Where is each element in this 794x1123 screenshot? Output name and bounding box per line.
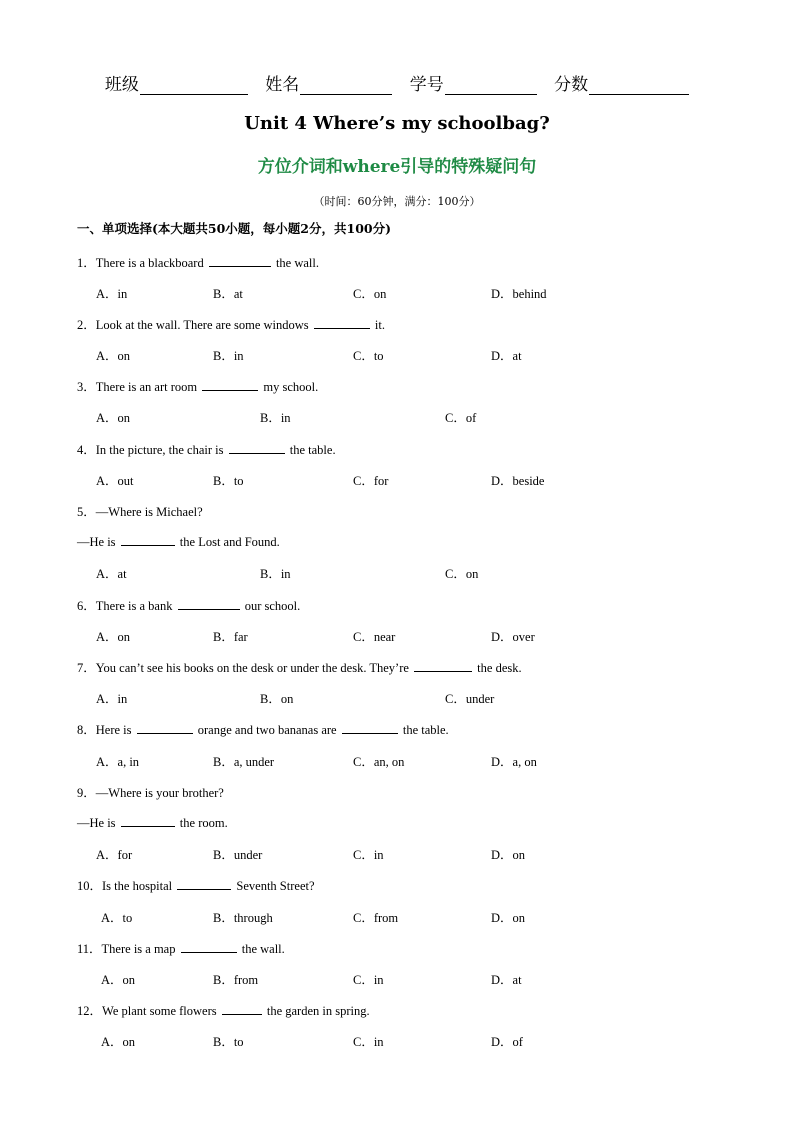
- class-field: 班级: [105, 75, 248, 95]
- option-a[interactable]: A．on: [96, 411, 131, 425]
- student-id-field: 学号: [410, 75, 537, 95]
- time-score-info: （时间：60分钟，满分：100分）: [313, 195, 481, 208]
- question-text: the Lost and Found.: [176, 535, 280, 549]
- score-field: 分数: [554, 75, 689, 95]
- answer-blank[interactable]: [414, 659, 472, 672]
- question-number: 7．: [77, 661, 96, 675]
- student-info-line: [0, 70, 794, 95]
- option-b[interactable]: B．far: [213, 630, 248, 644]
- question-text: There is an art room: [95, 380, 201, 394]
- option-d[interactable]: D．at: [491, 349, 522, 363]
- question-text: —He is: [77, 535, 119, 549]
- answer-blank[interactable]: [314, 316, 370, 329]
- answer-blank[interactable]: [342, 721, 398, 734]
- option-d[interactable]: D．beside: [491, 474, 545, 488]
- question-4: [77, 440, 336, 458]
- question-12: [77, 1001, 370, 1019]
- option-b[interactable]: B．a, under: [213, 755, 275, 769]
- question-text: Here is: [95, 723, 135, 737]
- question-text: the wall.: [238, 942, 285, 956]
- answer-blank[interactable]: [178, 597, 240, 610]
- question-number: 8．: [77, 723, 96, 737]
- option-d[interactable]: D．on: [491, 848, 526, 862]
- option-c[interactable]: C．in: [353, 848, 384, 862]
- question-number: 6．: [77, 599, 96, 613]
- question-text: the room.: [176, 816, 228, 830]
- answer-blank[interactable]: [121, 814, 175, 827]
- question-2: [77, 315, 385, 333]
- question-number: 12．: [77, 1004, 103, 1018]
- option-d[interactable]: D．a, on: [491, 755, 537, 769]
- question-text: In the picture, the chair is: [95, 443, 227, 457]
- question-text: Look at the wall. There are some windows: [95, 318, 312, 332]
- question-text: the table.: [286, 443, 336, 457]
- option-d[interactable]: D．on: [491, 911, 526, 925]
- question-number: 9．: [77, 786, 96, 800]
- question-text: the desk.: [474, 661, 522, 675]
- question-text: the wall.: [272, 256, 319, 270]
- option-b[interactable]: B．in: [260, 411, 291, 425]
- answer-blank[interactable]: [209, 254, 271, 267]
- answer-blank[interactable]: [202, 378, 258, 391]
- class-blank[interactable]: [140, 76, 248, 95]
- option-b[interactable]: B．to: [213, 474, 244, 488]
- section-heading: 一、单项选择(本大题共50小题，每小题2分，共100分): [77, 221, 392, 236]
- option-c[interactable]: C．from: [353, 911, 399, 925]
- option-a[interactable]: A．on: [101, 1035, 136, 1049]
- question-number: 1．: [77, 256, 96, 270]
- option-a[interactable]: A．in: [96, 692, 128, 706]
- question-text: There is a bank: [95, 599, 176, 613]
- option-a[interactable]: A．to: [101, 911, 133, 925]
- option-a[interactable]: A．in: [96, 287, 128, 301]
- option-d[interactable]: D．at: [491, 973, 522, 987]
- question-3: [77, 377, 318, 395]
- page-title: Unit 4 Where’s my schoolbag?: [244, 113, 550, 134]
- question-number: 3．: [77, 380, 96, 394]
- answer-blank[interactable]: [229, 441, 285, 454]
- question-text: orange and two bananas are: [194, 723, 340, 737]
- question-text: my school.: [260, 380, 319, 394]
- answer-blank[interactable]: [177, 877, 231, 890]
- question-number: 10．: [77, 879, 103, 893]
- question-text: —Where is Michael?: [95, 505, 203, 519]
- answer-blank[interactable]: [121, 533, 175, 546]
- question-6: [77, 596, 300, 614]
- question-text: You can’t see his books on the desk or under the desk. They’re: [95, 661, 413, 675]
- option-c[interactable]: C．on: [445, 567, 479, 581]
- question-1: [77, 253, 319, 271]
- option-a[interactable]: A．on: [101, 973, 136, 987]
- question-5: [77, 502, 203, 520]
- option-a[interactable]: A．on: [96, 349, 131, 363]
- question-9: [77, 783, 224, 801]
- option-a[interactable]: A．on: [96, 630, 131, 644]
- question-5-answer-line: [77, 533, 280, 550]
- score-blank[interactable]: [589, 76, 689, 95]
- question-text: —He is: [77, 816, 119, 830]
- question-number: 2．: [77, 318, 96, 332]
- option-d[interactable]: D．over: [491, 630, 535, 644]
- option-b[interactable]: B．in: [213, 349, 244, 363]
- answer-blank[interactable]: [222, 1002, 262, 1015]
- question-text: it.: [371, 318, 385, 332]
- question-7: [77, 658, 522, 676]
- option-c[interactable]: C．to: [353, 349, 384, 363]
- option-c[interactable]: C．in: [353, 1035, 384, 1049]
- page-subtitle: 方位介词和where引导的特殊疑问句: [257, 157, 537, 177]
- option-a[interactable]: A．out: [96, 474, 134, 488]
- question-10: [77, 876, 315, 894]
- question-number: 4．: [77, 443, 96, 457]
- answer-blank[interactable]: [181, 940, 237, 953]
- option-d[interactable]: D．of: [491, 1035, 523, 1049]
- question-text: —Where is your brother?: [95, 786, 224, 800]
- option-a[interactable]: A．a, in: [96, 755, 140, 769]
- option-b[interactable]: B．at: [213, 287, 243, 301]
- question-text: Seventh Street?: [233, 879, 315, 893]
- option-c[interactable]: C．in: [353, 973, 384, 987]
- question-number: 5．: [77, 505, 96, 519]
- option-c[interactable]: C．of: [445, 411, 477, 425]
- option-c[interactable]: C．near: [353, 630, 396, 644]
- question-number: 11．: [77, 942, 102, 956]
- answer-blank[interactable]: [137, 721, 193, 734]
- question-8: [77, 720, 449, 738]
- option-c[interactable]: C．for: [353, 474, 389, 488]
- option-b[interactable]: B．through: [213, 911, 273, 925]
- name-field: 姓名: [265, 75, 392, 95]
- question-11: [77, 939, 285, 957]
- option-b[interactable]: B．under: [213, 848, 263, 862]
- option-c[interactable]: C．an, on: [353, 755, 405, 769]
- name-blank[interactable]: [300, 76, 392, 95]
- question-text: our school.: [241, 599, 301, 613]
- option-a[interactable]: A．at: [96, 567, 127, 581]
- question-9-answer-line: [77, 814, 228, 831]
- option-c[interactable]: C．under: [445, 692, 495, 706]
- question-text: Is the hospital: [102, 879, 176, 893]
- question-text: There is a map: [101, 942, 179, 956]
- option-b[interactable]: B．from: [213, 973, 259, 987]
- option-b[interactable]: B．to: [213, 1035, 244, 1049]
- question-text: the table.: [399, 723, 449, 737]
- student-id-blank[interactable]: [445, 76, 537, 95]
- question-text: There is a blackboard: [95, 256, 207, 270]
- option-b[interactable]: B．on: [260, 692, 294, 706]
- option-a[interactable]: A．for: [96, 848, 133, 862]
- option-c[interactable]: C．on: [353, 287, 387, 301]
- question-text: the garden in spring.: [263, 1004, 370, 1018]
- option-b[interactable]: B．in: [260, 567, 291, 581]
- option-d[interactable]: D．behind: [491, 287, 547, 301]
- question-text: We plant some flowers: [102, 1004, 220, 1018]
